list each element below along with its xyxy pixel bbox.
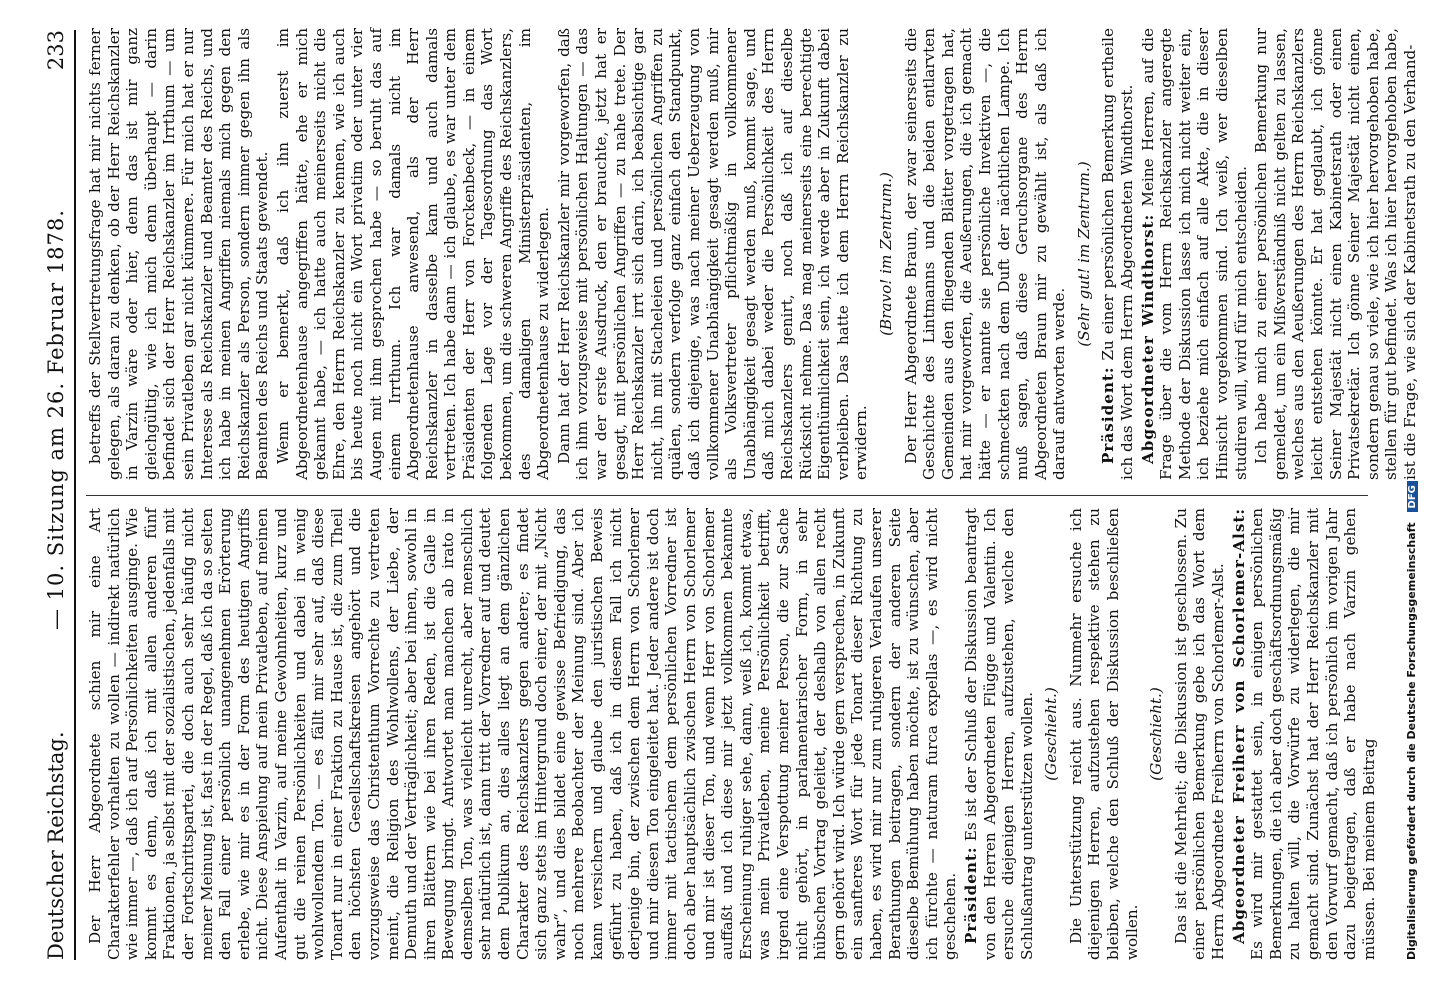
paragraph <box>1172 508 1228 960</box>
speaker-name: Abgeordneter Windthorst: <box>1138 213 1157 464</box>
paragraph-text: (Geschieht.) <box>1042 687 1061 781</box>
paragraph <box>274 28 553 480</box>
paragraph <box>962 508 1036 960</box>
speaker-name: Präsident: <box>1099 366 1118 464</box>
paragraph-text: (Sehr gut! im Zentrum.) <box>1074 161 1093 347</box>
paragraph-text: (Geschieht.) <box>1147 687 1166 781</box>
paragraph <box>86 508 960 960</box>
dfg-logo: DFG <box>1407 481 1418 512</box>
paragraph <box>1230 508 1379 960</box>
stage-direction <box>1147 508 1166 960</box>
paragraph <box>86 28 272 480</box>
paragraph-text: Die Unterstützung reicht aus. Nunmehr ersuche ich diejenigen Herren, aufzustehen respektive stehen zu bleiben, welche den Schluß der Diskussion beschließen wollen. <box>1066 508 1141 960</box>
paragraph-text: Dann hat der Herr Reichskanzler mir vorgeworfen, daß ich ihm vorzugsweise mit persönlichen Haltungen — das war der erste Ausdruck, den er brauchte, jetzt hat er gesagt, mit persönlichen Angriffen — zu nahe trete. Der Herr Reichskanzler irrt sich darin, ich beabsichtige gar nicht, ihn mit Stacheleien und persönlichen Angriffen zu quälen, sondern verfolge ganz einfach den Standpunkt, daß ich diejenige, was nach meiner Ueberzeugung von vollkommener Unabhängigkeit gesagt werden muß, mir als Volksvertreter pflichtmäßig in vollkommener Unabhängigkeit gesagt werden muß, kommt sage, und daß mich dabei weder die Persönlichkeit des Herrn Reichskanzlers genirt, noch daß ich auf dieselbe Rücksicht nehme. Das mag meinerseits eine berechtigte Eigenthümlichkeit sein, ich werde aber in Zukunft dabei verbleiben. Das hatte ich dem Herrn Reichskanzler zu erwidern. <box>554 28 871 480</box>
paragraph-text: Der Herr Abgeordnete Braun, der zwar seinerseits die Geschichte des Lintmanns und die beiden entlarvten Gemeinden aus den fliegenden Blätter vorgetragen hat, hat mir vorgeworfen, die Aeußerungen, die ich gemacht hätte — er nannte sie persönliche Invektiven —, die schmeckten nach dem Duft der nächtlichen Lampe. Ich muß sagen, daß diese Geruchsorgane des Herrn Abgeordneten Braun mir zu gewählt ist, als daß ich darauf antworten werde. <box>901 28 1069 480</box>
header-session-date: — 10. Sitzung am 26. Februar 1878. <box>44 209 68 630</box>
paragraph-text: Es ist der Schluß der Diskussion beantragt von den Herren Abgeordneten Flügge und Valentin. Ich ersuche diejenigen Herren, aufzustehen, welche den Schlußantrag unterstützen wollen. <box>961 508 1036 960</box>
speaker-name: Abgeordneter Freiherr von Schorlemer-Alst: <box>1229 508 1248 944</box>
credit-text: Digitalisierung gefördert durch die Deutsche Forschungsgemeinschaft <box>1405 522 1418 960</box>
text-column-2 <box>86 28 1422 480</box>
paragraph-text: Zu einer persönlichen Bemerkung ertheile ich das Wort dem Herrn Abgeordneten Windthorst. <box>1099 28 1137 480</box>
paragraph-text: Es wird mir gestattet sein, in einigen persönlichen Bemerkungen, die ich aber doch geschäftsordnungsmäßig zu halten will, die Vorwürfe zu widerlegen, die mir gemacht sind. Zunächst hat der Herr Reichskanzler mit den Vorwurf gemacht, daß ich persönlich im vorigen Jahr dazu beigetragen, daß er habe nach Varzin gehen müssen. Bei meinem Beitrag <box>1248 508 1378 960</box>
paragraph <box>555 28 871 480</box>
paragraph <box>1139 28 1251 480</box>
page-number: 233 <box>44 30 68 71</box>
stage-direction <box>877 28 896 480</box>
speaker-name: Präsident: <box>961 846 980 944</box>
digitization-credit <box>1405 40 1427 960</box>
text-column-1 <box>86 508 1380 960</box>
paragraph <box>1252 28 1419 480</box>
paragraph-text: Meine Herren, auf die Frage über die vom Herrn Reichskanzler angeregte Methode der Diskussion lasse ich mich nicht weiter ein, ich beziehe mich einfach auf alle Akte, die in dieser Hinsicht vorgekommen sind. Ich weiß, wer dieselben studiren will, wird für mich entscheiden. <box>1138 28 1250 480</box>
paragraph <box>1099 28 1136 480</box>
column-divider <box>86 495 1368 496</box>
paragraph-text: Der Herr Abgeordnete schien mir eine Art Charakterfehler vorhalten zu wollen — indirekt natürlich wie immer —, daß ich auf Persönlichkeiten ausginge. Wie kommt es denn, daß ich mit allen anderen fünf Fraktionen, ja selbst mit der sozialistischen, jedenfalls mit der Fortschrittspartei, die doch auch sehr häufig nicht meiner Meinung ist, fast in der Regel, daß ich da so selten den Fall einer persönlich unangenehmen Erörterung erlebe, wie mir es in der Form des heutigen Angriffs nicht. Diese Anspielung auf mein Privatleben, auf meinen Aufenthalt in Varzin, auf meine Gewohnheiten, kurz und gut die reinen Persönlichkeiten und dabei in wenig wohlwollendem Ton. — es fällt mir sehr auf, daß diese Tonart nur in einer Fraktion zu Hause ist, die zum Theil den höchsten Gesellschaftskreisen angehört und die vorzugsweise das Christenthum Vorrechte zu vertreten meint, die Religion des Wohlwollens, der Liebe, der Demuth und der Verträglichkeit; aber bei ihnen, sowohl in ihren Blättern wie bei ihren Reden, ist die Galle in Bewegung bringt. Antwortet man manchen ab irato in demselben Ton, was vielleicht unrecht, aber menschlich sehr natürlich ist, dann tritt der Vorredner auf und deutet dem Publikum an, dies alles liegt an dem gänzlichen Charakter des Reichskanzlers gegen andere; es findet sich ganz stets im Hintergrund doch einer, der mit „Nicht wahr“, und dies bildet eine gewisse Befriedigung, das noch mehrere Beobachter der Meinung sind. Aber ich kann versichern und glaube den juristischen Beweis geführt zu haben, daß ich in diesem Fall ich nicht derjenige bin, der zwischen dem Herrn von Schorlemer und mir diesen Ton eingeleitet hat. Jeder andere ist doch immer mit tactischem dem persönlichen Vorredner ist doch aber hauptsächlich zwischen Herrn von Schorlemer und mir ist dieser Ton, und wenn Herr von Schorlemer auffaßt und ich diese mir jetzt vollkommen bekannte Erscheinung ruhiger sehe, dann, weiß ich, kommt etwas, was mein Privatleben, meine Persönlichkeit betrifft, irgend eine Verspottung meiner Person, die zur Sache nicht gehört, in parlamentarischer Form, in sehr hübschen Vortrag geleitet, der deshalb von allen recht gern gehört wird. Ich würde gern versprechen, in Zukunft ein sanfteres Wort für jede Tonart dieser Richtung zu haben, es wird mir nur zum ruhigeren Verlaufen unserer Berathungen beitragen, sondern der anderen Seite dieselbe Bemühung haben möchte, ist zu wünschen, aber ich fürchte — naturam furca expellas —, es wird nicht geschehen. <box>86 508 960 960</box>
paragraph <box>902 28 1069 480</box>
stage-direction <box>1042 508 1061 960</box>
paragraph <box>1067 508 1141 960</box>
paragraph-text: Das ist die Mehrheit; die Diskussion ist geschlossen. Zu einer persönlichen Bemerkung gebe ich das Wort dem Herrn Abgeordnete Freiherrn von Schorlemer-Alst. <box>1171 508 1228 960</box>
paragraph-text: (Bravo! im Zentrum.) <box>876 172 895 336</box>
paragraph-text: Wenn er bemerkt, daß ich ihn zuerst im Abgeordnetenhause angegriffen hätte, ehe er mich gekannt habe, — ich hatte auch meinerseits nicht die Ehre, den Herrn Reichskanzler zu kennen, wie ich auch bis heute noch nicht ein Wort privatim oder unter vier Augen mit ihm gesprochen habe — so beruht das auf einem Irrthum. Ich war damals nicht im Abgeordnetenhause anwesend, als der Herr Reichskanzler in dasselbe kam und auch damals vertreten. Ich habe dann — ich glaube, es war unter dem Präsidenten der Herr von Forckenbeck, — in einem folgenden Lage vor der Tagesordnung das Wort bekommen, um die schweren Angriffe des Reichskanzlers, des damaligen Ministerpräsidenten, im Abgeordnetenhause zu widerlegen. <box>273 28 553 480</box>
paragraph-text: Ich habe mich zu einer persönlichen Bemerkung nur gemeldet, um ein Mißverständniß nicht gelten zu lassen, welches aus den Aeußerungen des Herrn Reichskanzlers leicht entstehen könnte. Er hat geglaubt, ich gönne Seiner Majestät nicht einen Kabinetsrath oder einen Privatsekretär. Ich gönne Seiner Majestät nicht einen, sondern genau so viele, wie ich hier hervorgehoben habe, stellen für gut befindet. Was ich hier hervorgehoben habe, ist die Frage, wie sich der Kabinetsrath zu den Verhand- <box>1252 28 1419 480</box>
page-header <box>40 30 76 960</box>
paragraph-text: betreffs der Stellvertretungsfrage hat mir nichts ferner gelegen, als daran zu denken, ob der Herr Reichskanzler in Varzin wäre oder hier, denn das ist mir ganz gleichgültig, wie ich mich denn überhaupt — darin befindet sich der Herr Reichskanzler im Irrthum — um sein Privatleben gar nicht kümmere. Für mich hat er nur Interesse als Reichskanzler und Beamter des Reichs, und ich habe in meinen Angriffen niemals mich gegen den Reichskanzler als Person, sondern immer gegen ihn als Beamten des Reichs und Staats gewendet. <box>86 28 272 480</box>
stage-direction <box>1075 28 1094 480</box>
header-left-title: Deutscher Reichstag. <box>44 731 68 960</box>
